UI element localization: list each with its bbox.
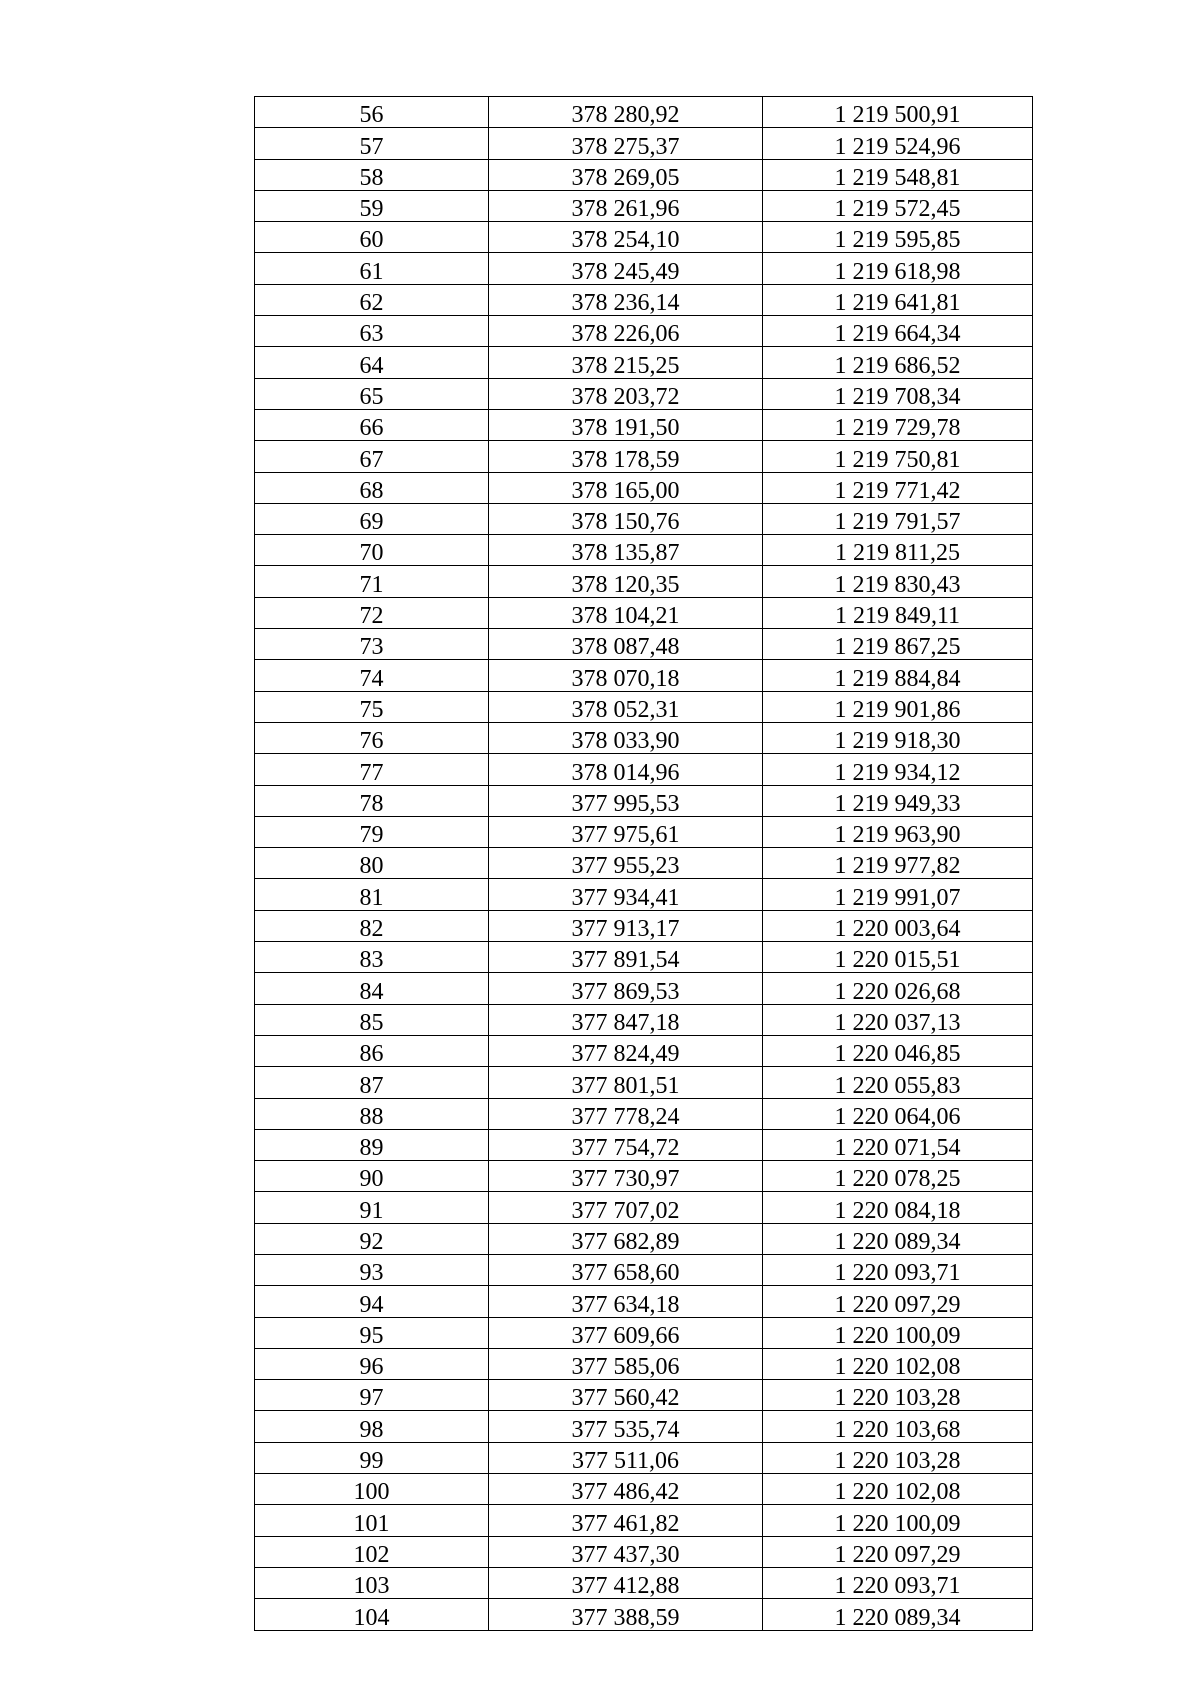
y-coordinate-cell: 1 219 771,42	[763, 472, 1033, 503]
point-number-cell: 92	[255, 1223, 489, 1254]
table-row	[255, 1380, 1033, 1411]
x-coordinate-cell: 378 215,25	[489, 347, 763, 378]
table-row	[255, 1442, 1033, 1473]
table-row	[255, 472, 1033, 503]
x-coordinate-cell: 378 014,96	[489, 754, 763, 785]
point-number-cell: 95	[255, 1317, 489, 1348]
x-coordinate-cell: 378 135,87	[489, 535, 763, 566]
point-number-cell: 65	[255, 378, 489, 409]
point-number-cell: 56	[255, 97, 489, 128]
x-coordinate-cell: 377 869,53	[489, 973, 763, 1004]
point-number-cell: 104	[255, 1599, 489, 1630]
y-coordinate-cell: 1 220 071,54	[763, 1129, 1033, 1160]
table-row	[255, 1317, 1033, 1348]
y-coordinate-cell: 1 219 686,52	[763, 347, 1033, 378]
table-row	[255, 942, 1033, 973]
y-coordinate-cell: 1 219 500,91	[763, 97, 1033, 128]
point-number-cell: 76	[255, 722, 489, 753]
y-coordinate-cell: 1 220 089,34	[763, 1223, 1033, 1254]
x-coordinate-cell: 378 052,31	[489, 691, 763, 722]
point-number-cell: 94	[255, 1286, 489, 1317]
point-number-cell: 67	[255, 441, 489, 472]
y-coordinate-cell: 1 220 026,68	[763, 973, 1033, 1004]
table-row	[255, 190, 1033, 221]
x-coordinate-cell: 378 178,59	[489, 441, 763, 472]
point-number-cell: 68	[255, 472, 489, 503]
y-coordinate-cell: 1 220 003,64	[763, 910, 1033, 941]
x-coordinate-cell: 377 707,02	[489, 1192, 763, 1223]
point-number-cell: 80	[255, 848, 489, 879]
y-coordinate-cell: 1 219 548,81	[763, 159, 1033, 190]
y-coordinate-cell: 1 219 708,34	[763, 378, 1033, 409]
x-coordinate-cell: 377 486,42	[489, 1474, 763, 1505]
x-coordinate-cell: 378 236,14	[489, 284, 763, 315]
y-coordinate-cell: 1 220 097,29	[763, 1286, 1033, 1317]
x-coordinate-cell: 377 461,82	[489, 1505, 763, 1536]
x-coordinate-cell: 378 203,72	[489, 378, 763, 409]
x-coordinate-cell: 377 412,88	[489, 1567, 763, 1598]
y-coordinate-cell: 1 219 791,57	[763, 503, 1033, 534]
table-row	[255, 973, 1033, 1004]
y-coordinate-cell: 1 219 884,84	[763, 660, 1033, 691]
point-number-cell: 86	[255, 1035, 489, 1066]
x-coordinate-cell: 377 682,89	[489, 1223, 763, 1254]
table-row	[255, 1599, 1033, 1630]
table-row	[255, 1129, 1033, 1160]
point-number-cell: 93	[255, 1254, 489, 1285]
x-coordinate-cell: 377 437,30	[489, 1536, 763, 1567]
point-number-cell: 58	[255, 159, 489, 190]
table-row	[255, 754, 1033, 785]
table-row	[255, 691, 1033, 722]
table-row	[255, 660, 1033, 691]
y-coordinate-cell: 1 220 102,08	[763, 1348, 1033, 1379]
x-coordinate-cell: 377 560,42	[489, 1380, 763, 1411]
y-coordinate-cell: 1 219 867,25	[763, 629, 1033, 660]
point-number-cell: 82	[255, 910, 489, 941]
x-coordinate-cell: 378 165,00	[489, 472, 763, 503]
x-coordinate-cell: 377 754,72	[489, 1129, 763, 1160]
point-number-cell: 85	[255, 1004, 489, 1035]
y-coordinate-cell: 1 219 977,82	[763, 848, 1033, 879]
x-coordinate-cell: 377 388,59	[489, 1599, 763, 1630]
x-coordinate-cell: 377 778,24	[489, 1098, 763, 1129]
y-coordinate-cell: 1 220 100,09	[763, 1505, 1033, 1536]
y-coordinate-cell: 1 220 089,34	[763, 1599, 1033, 1630]
x-coordinate-cell: 378 070,18	[489, 660, 763, 691]
point-number-cell: 79	[255, 816, 489, 847]
table-row	[255, 1192, 1033, 1223]
point-number-cell: 87	[255, 1067, 489, 1098]
point-number-cell: 84	[255, 973, 489, 1004]
table-row	[255, 222, 1033, 253]
x-coordinate-cell: 378 226,06	[489, 316, 763, 347]
table-row	[255, 910, 1033, 941]
y-coordinate-cell: 1 219 524,96	[763, 128, 1033, 159]
x-coordinate-cell: 377 658,60	[489, 1254, 763, 1285]
table-row	[255, 816, 1033, 847]
table-row	[255, 785, 1033, 816]
table-row	[255, 1161, 1033, 1192]
point-number-cell: 63	[255, 316, 489, 347]
x-coordinate-cell: 378 191,50	[489, 409, 763, 440]
point-number-cell: 73	[255, 629, 489, 660]
x-coordinate-cell: 378 254,10	[489, 222, 763, 253]
y-coordinate-cell: 1 220 046,85	[763, 1035, 1033, 1066]
y-coordinate-cell: 1 219 963,90	[763, 816, 1033, 847]
x-coordinate-cell: 378 120,35	[489, 566, 763, 597]
y-coordinate-cell: 1 220 064,06	[763, 1098, 1033, 1129]
table-row	[255, 722, 1033, 753]
point-number-cell: 81	[255, 879, 489, 910]
table-row	[255, 284, 1033, 315]
point-number-cell: 64	[255, 347, 489, 378]
y-coordinate-cell: 1 220 103,28	[763, 1442, 1033, 1473]
table-row	[255, 1411, 1033, 1442]
point-number-cell: 77	[255, 754, 489, 785]
x-coordinate-cell: 377 801,51	[489, 1067, 763, 1098]
table-row	[255, 347, 1033, 378]
point-number-cell: 102	[255, 1536, 489, 1567]
x-coordinate-cell: 378 150,76	[489, 503, 763, 534]
y-coordinate-cell: 1 220 103,28	[763, 1380, 1033, 1411]
x-coordinate-cell: 378 245,49	[489, 253, 763, 284]
y-coordinate-cell: 1 219 595,85	[763, 222, 1033, 253]
point-number-cell: 71	[255, 566, 489, 597]
table-row	[255, 879, 1033, 910]
table-row	[255, 1474, 1033, 1505]
y-coordinate-cell: 1 219 849,11	[763, 597, 1033, 628]
x-coordinate-cell: 377 609,66	[489, 1317, 763, 1348]
point-number-cell: 75	[255, 691, 489, 722]
y-coordinate-cell: 1 219 949,33	[763, 785, 1033, 816]
x-coordinate-cell: 377 535,74	[489, 1411, 763, 1442]
x-coordinate-cell: 378 280,92	[489, 97, 763, 128]
y-coordinate-cell: 1 220 078,25	[763, 1161, 1033, 1192]
x-coordinate-cell: 378 275,37	[489, 128, 763, 159]
y-coordinate-cell: 1 220 097,29	[763, 1536, 1033, 1567]
x-coordinate-cell: 378 261,96	[489, 190, 763, 221]
table-row	[255, 1098, 1033, 1129]
point-number-cell: 60	[255, 222, 489, 253]
y-coordinate-cell: 1 220 055,83	[763, 1067, 1033, 1098]
point-number-cell: 98	[255, 1411, 489, 1442]
y-coordinate-cell: 1 219 750,81	[763, 441, 1033, 472]
y-coordinate-cell: 1 219 918,30	[763, 722, 1033, 753]
y-coordinate-cell: 1 220 015,51	[763, 942, 1033, 973]
table-row	[255, 378, 1033, 409]
table-row	[255, 1004, 1033, 1035]
point-number-cell: 103	[255, 1567, 489, 1598]
table-row	[255, 1348, 1033, 1379]
table-row	[255, 128, 1033, 159]
point-number-cell: 90	[255, 1161, 489, 1192]
y-coordinate-cell: 1 219 572,45	[763, 190, 1033, 221]
x-coordinate-cell: 377 824,49	[489, 1035, 763, 1066]
x-coordinate-cell: 378 087,48	[489, 629, 763, 660]
table-row	[255, 253, 1033, 284]
point-number-cell: 100	[255, 1474, 489, 1505]
y-coordinate-cell: 1 220 093,71	[763, 1567, 1033, 1598]
y-coordinate-cell: 1 220 093,71	[763, 1254, 1033, 1285]
point-number-cell: 70	[255, 535, 489, 566]
table-row	[255, 1223, 1033, 1254]
table-row	[255, 441, 1033, 472]
table-row	[255, 1286, 1033, 1317]
x-coordinate-cell: 377 955,23	[489, 848, 763, 879]
x-coordinate-cell: 378 033,90	[489, 722, 763, 753]
table-row	[255, 1067, 1033, 1098]
x-coordinate-cell: 378 269,05	[489, 159, 763, 190]
table-row	[255, 629, 1033, 660]
y-coordinate-cell: 1 220 102,08	[763, 1474, 1033, 1505]
x-coordinate-cell: 377 585,06	[489, 1348, 763, 1379]
y-coordinate-cell: 1 220 084,18	[763, 1192, 1033, 1223]
x-coordinate-cell: 377 995,53	[489, 785, 763, 816]
point-number-cell: 99	[255, 1442, 489, 1473]
point-number-cell: 61	[255, 253, 489, 284]
x-coordinate-cell: 377 891,54	[489, 942, 763, 973]
point-number-cell: 62	[255, 284, 489, 315]
table-row	[255, 597, 1033, 628]
point-number-cell: 59	[255, 190, 489, 221]
x-coordinate-cell: 378 104,21	[489, 597, 763, 628]
y-coordinate-cell: 1 220 100,09	[763, 1317, 1033, 1348]
y-coordinate-cell: 1 219 901,86	[763, 691, 1033, 722]
point-number-cell: 83	[255, 942, 489, 973]
table-row	[255, 1505, 1033, 1536]
coordinates-table	[254, 96, 1033, 1631]
table-row	[255, 535, 1033, 566]
point-number-cell: 89	[255, 1129, 489, 1160]
table-row	[255, 503, 1033, 534]
x-coordinate-cell: 377 634,18	[489, 1286, 763, 1317]
y-coordinate-cell: 1 219 618,98	[763, 253, 1033, 284]
table-row	[255, 566, 1033, 597]
y-coordinate-cell: 1 219 641,81	[763, 284, 1033, 315]
x-coordinate-cell: 377 847,18	[489, 1004, 763, 1035]
table-row	[255, 848, 1033, 879]
point-number-cell: 88	[255, 1098, 489, 1129]
x-coordinate-cell: 377 511,06	[489, 1442, 763, 1473]
point-number-cell: 74	[255, 660, 489, 691]
point-number-cell: 101	[255, 1505, 489, 1536]
y-coordinate-cell: 1 220 037,13	[763, 1004, 1033, 1035]
y-coordinate-cell: 1 219 811,25	[763, 535, 1033, 566]
x-coordinate-cell: 377 975,61	[489, 816, 763, 847]
table-row	[255, 97, 1033, 128]
x-coordinate-cell: 377 730,97	[489, 1161, 763, 1192]
table-row	[255, 1567, 1033, 1598]
point-number-cell: 72	[255, 597, 489, 628]
table-row	[255, 1254, 1033, 1285]
x-coordinate-cell: 377 913,17	[489, 910, 763, 941]
x-coordinate-cell: 377 934,41	[489, 879, 763, 910]
table-row	[255, 1536, 1033, 1567]
y-coordinate-cell: 1 220 103,68	[763, 1411, 1033, 1442]
point-number-cell: 57	[255, 128, 489, 159]
point-number-cell: 96	[255, 1348, 489, 1379]
point-number-cell: 66	[255, 409, 489, 440]
table-row	[255, 316, 1033, 347]
table-row	[255, 1035, 1033, 1066]
point-number-cell: 69	[255, 503, 489, 534]
table-row	[255, 159, 1033, 190]
point-number-cell: 78	[255, 785, 489, 816]
y-coordinate-cell: 1 219 729,78	[763, 409, 1033, 440]
y-coordinate-cell: 1 219 934,12	[763, 754, 1033, 785]
coordinates-table-body	[255, 97, 1033, 1631]
point-number-cell: 97	[255, 1380, 489, 1411]
y-coordinate-cell: 1 219 664,34	[763, 316, 1033, 347]
y-coordinate-cell: 1 219 830,43	[763, 566, 1033, 597]
point-number-cell: 91	[255, 1192, 489, 1223]
table-row	[255, 409, 1033, 440]
y-coordinate-cell: 1 219 991,07	[763, 879, 1033, 910]
